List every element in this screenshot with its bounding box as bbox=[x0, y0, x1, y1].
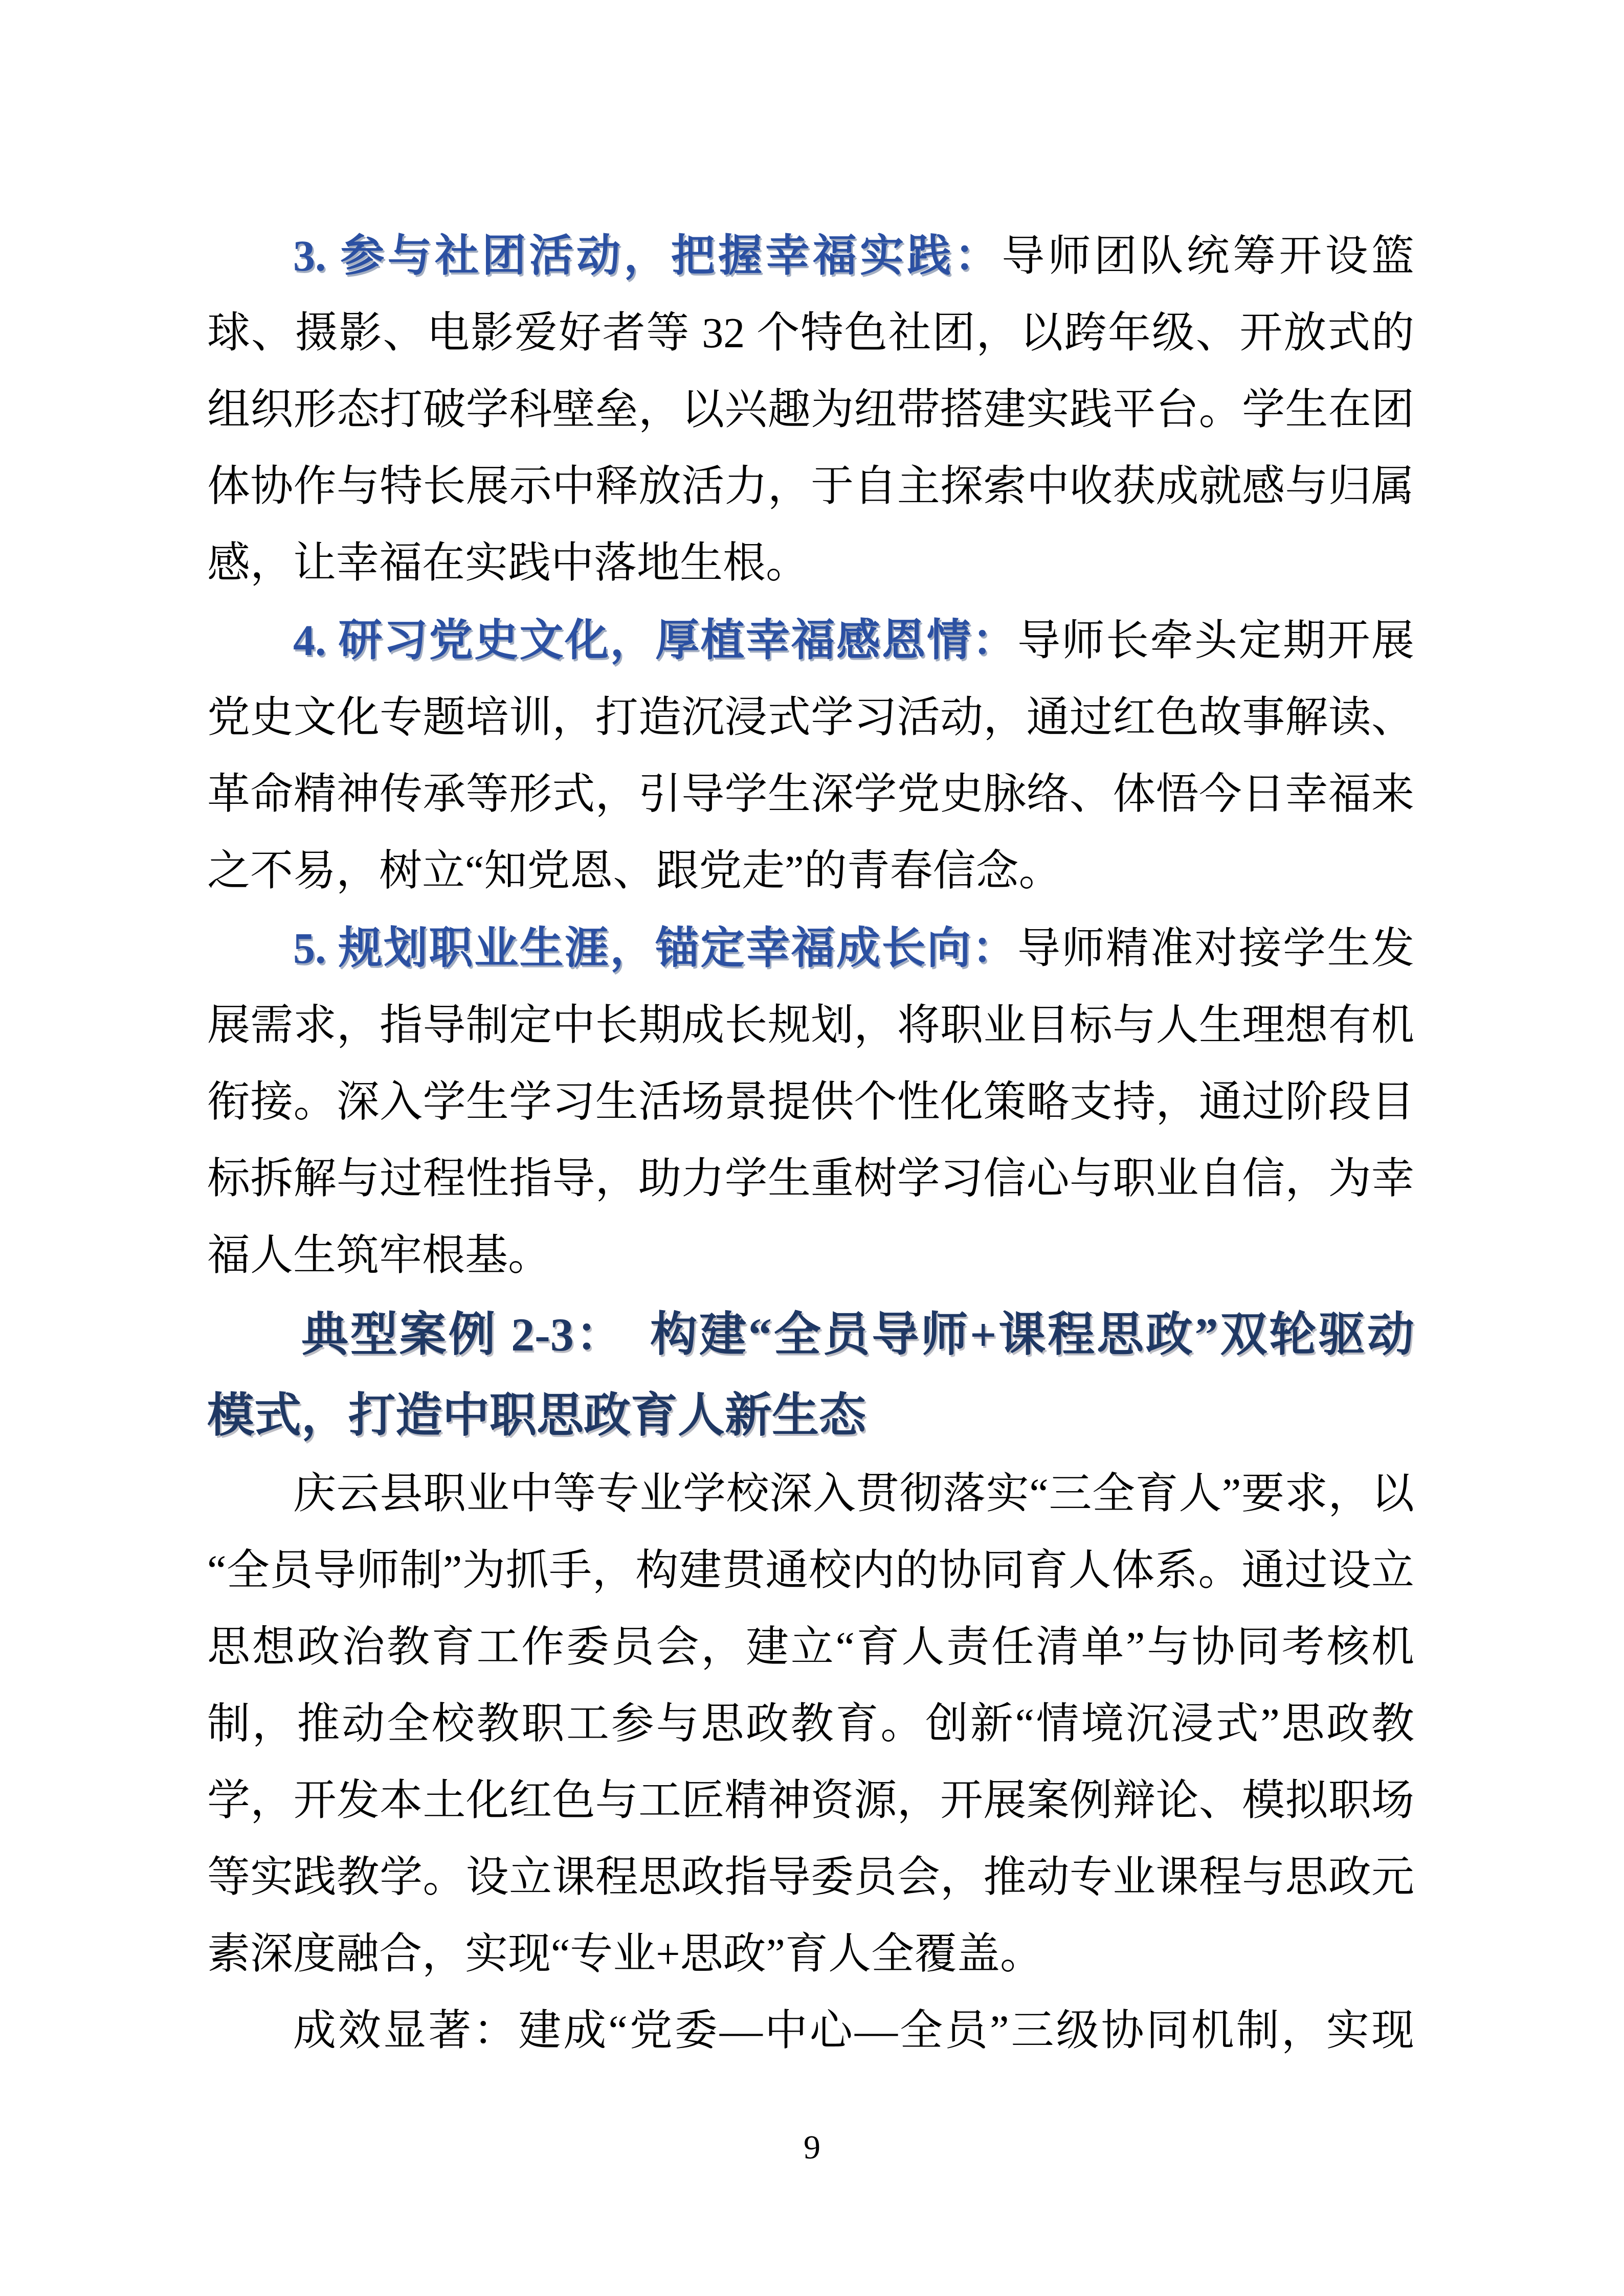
paragraph-3 bbox=[207, 217, 1414, 602]
paragraph-4 bbox=[207, 602, 1414, 910]
paragraph-4-body: 导师长牵头定期开展党史文化专题培训，打造沉浸式学习活动，通过红色故事解读、革命精神传承等形式，引导学生深学党史脉络、体悟今日幸福来之不易，树立“知党恩、跟党走”的青春信念。 bbox=[207, 617, 1414, 895]
case-study-heading: 典型案例 2-3： 构建“全员导师+课程思政”双轮驱动模式，打造中职思政育人新生态 bbox=[207, 1309, 1414, 1442]
results-paragraph: 成效显著：建成“党委—中心—全员”三级协同机制，实现 bbox=[293, 2007, 1414, 2055]
heading-5-lead: 5. 规划职业生涯，锚定幸福成长向： bbox=[293, 924, 1017, 973]
paragraph-3-body: 导师团队统筹开设篮球、摄影、电影爱好者等 32 个特色社团，以跨年级、开放式的组织形态打破学科壁垒，以兴趣为纽带搭建实践平台。学生在团体协作与特长展示中释放活力，于自主探索中收获成就感与归属感，让幸福在实践中落地生根。 bbox=[207, 233, 1414, 587]
page-content bbox=[207, 217, 1414, 2069]
case-study-paragraph: 庆云县职业中等专业学校深入贯彻落实“三全育人”要求，以“全员导师制”为抓手，构建贯通校内的协同育人体系。通过设立思想政治教育工作委员会，建立“育人责任清单”与协同考核机制，推动全校教职工参与思政教育。创新“情境沉浸式”思政教学，开发本土化红色与工匠精神资源，开展案例辩论、模拟职场等实践教学。设立课程思政指导委员会，推动专业课程与思政元素深度融合，实现“专业+思政”育人全覆盖。 bbox=[207, 1470, 1414, 1978]
paragraph-5-body: 导师精准对接学生发展需求，指导制定中长期成长规划，将职业目标与人生理想有机衔接。深入学生学习生活场景提供个性化策略支持，通过阶段目标拆解与过程性指导，助力学生重树学习信心与职业自信，为幸福人生筑牢根基。 bbox=[207, 925, 1414, 1279]
heading-3-lead: 3. 参与社团活动，把握幸福实践： bbox=[293, 231, 1002, 280]
paragraph-5 bbox=[207, 910, 1414, 1294]
heading-4-lead: 4. 研习党史文化，厚植幸福感恩情： bbox=[293, 616, 1017, 665]
page-number: 9 bbox=[804, 2129, 820, 2166]
